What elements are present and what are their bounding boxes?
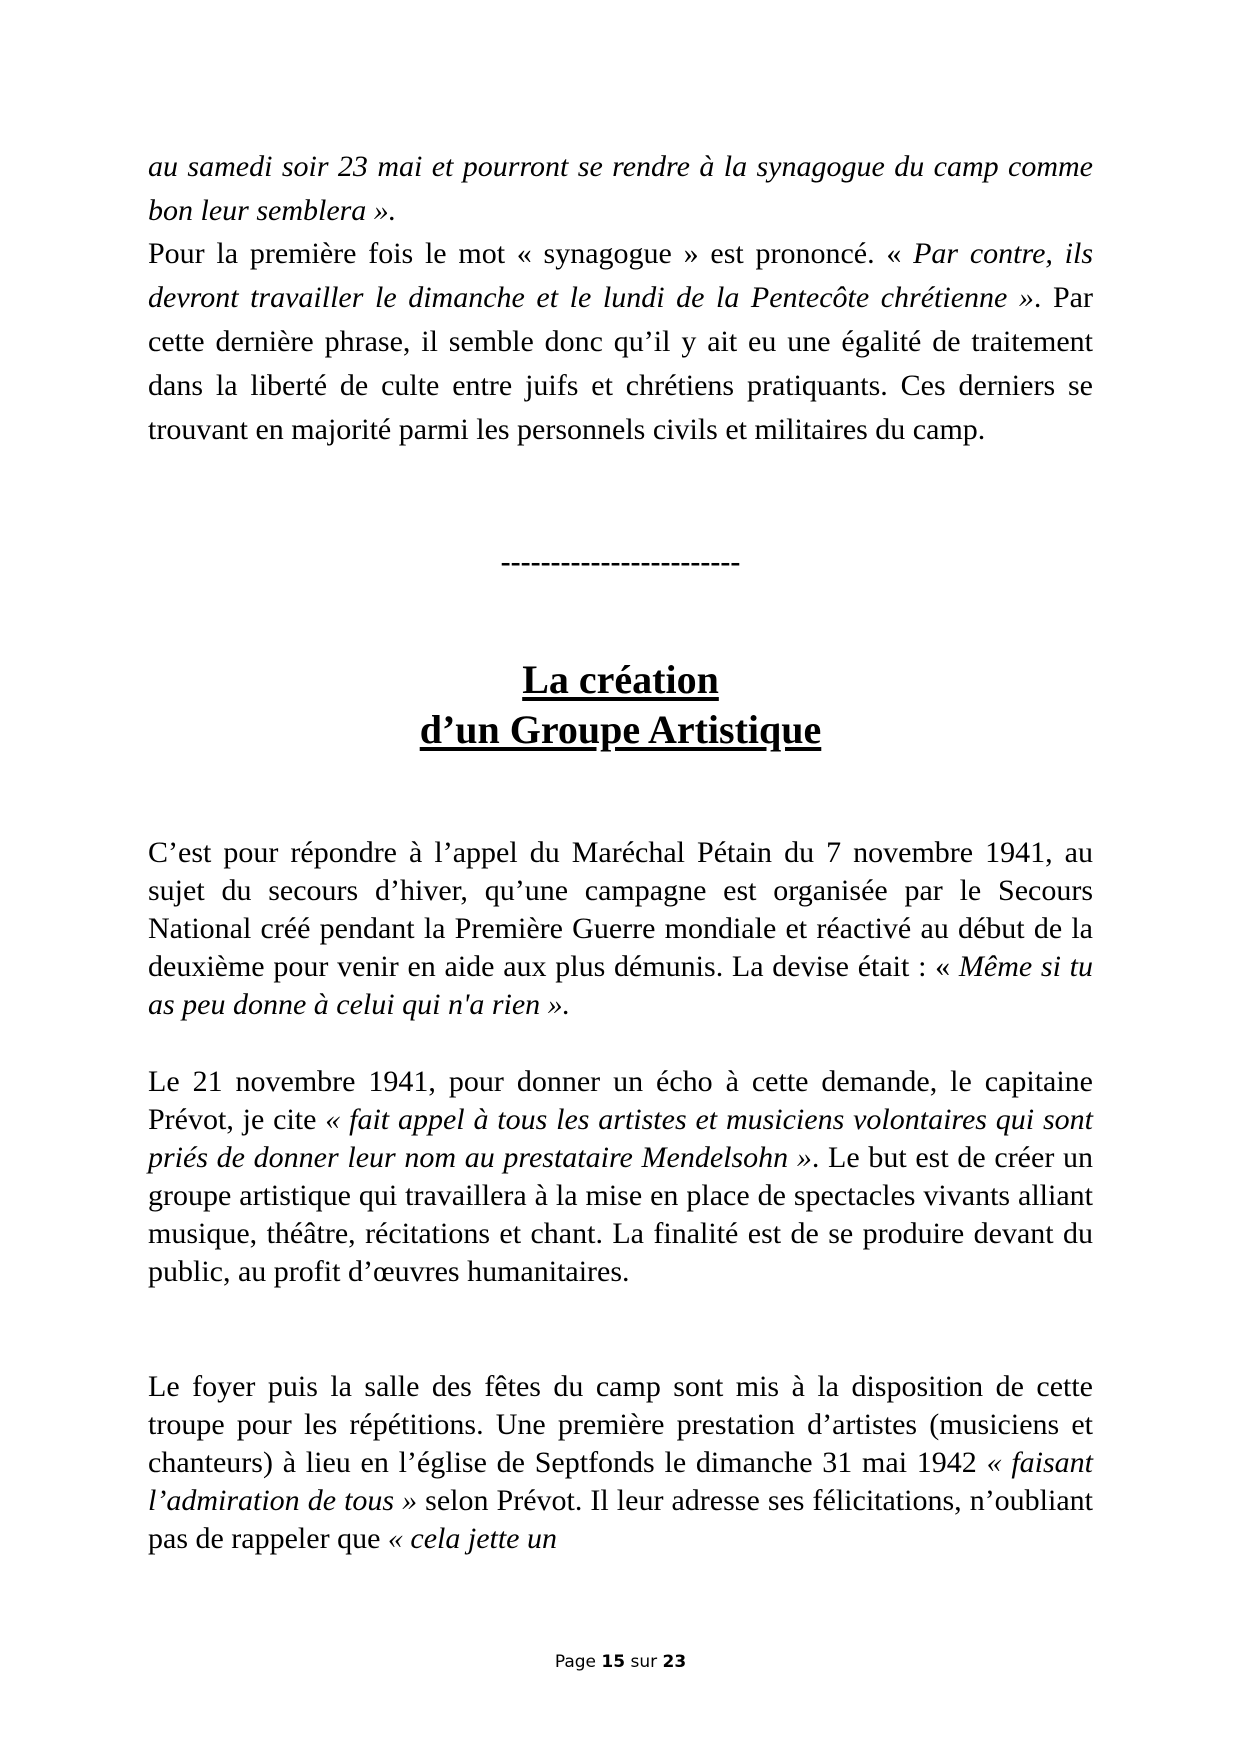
paragraph-prevot-text-2: . Le but est de créer un groupe artistique qui travaillera à la mise en place de spectacles vivants alliant musique, théâtre, récitations et chant. La finalité est de se produire devant du public, au profit d’œuvres humanitaires. bbox=[148, 1141, 1093, 1288]
paragraph-intro bbox=[148, 145, 1093, 233]
paragraph-synagogue-text-2: . Par cette dernière phrase, il semble donc qu’il y ait eu une égalité de traitement dans la liberté de culte entre juifs et chrétiens pratiquants. Ces derniers se trouvant en majorité parmi les personnels civils et militaires du camp. bbox=[148, 281, 1093, 446]
paragraph-synagogue bbox=[148, 232, 1093, 452]
paragraph-synagogue-quote: Par contre, ils devront travailler le dimanche et le lundi de la Pentecôte chrétienne » bbox=[148, 237, 1093, 314]
section-separator: ------------------------ bbox=[500, 545, 741, 578]
paragraph-foyer-text-2: selon Prévot. Il leur adresse ses félicitations, n’oubliant pas de rappeler que bbox=[148, 1484, 1094, 1555]
paragraph-prevot-quote: « fait appel à tous les artistes et musiciens volontaires qui sont priés de donner leur nom au prestataire Mendelsohn » bbox=[148, 1103, 1093, 1174]
paragraph-intro-text: au samedi soir 23 mai et pourront se rendre à la synagogue du camp comme bon leur semblera ». bbox=[148, 150, 1093, 227]
paragraph-foyer-text-1: Le foyer puis la salle des fêtes du camp sont mis à la disposition de cette troupe pour les répétitions. Une première prestation d’artistes (musiciens et chanteurs) à lieu en l’église de Septfonds le dimanche 31 mai 1942 bbox=[148, 1370, 1093, 1479]
section-heading-line-1: La création bbox=[522, 657, 719, 702]
footer-middle: sur bbox=[625, 1652, 663, 1672]
paragraph-petain bbox=[148, 834, 1093, 1024]
section-heading bbox=[0, 655, 1241, 755]
section-heading-line-2: d’un Groupe Artistique bbox=[419, 707, 822, 752]
footer-prefix: Page bbox=[554, 1652, 602, 1672]
paragraph-petain-motto: Même si tu as peu donne à celui qui n'a rien ». bbox=[148, 950, 1094, 1021]
paragraph-prevot bbox=[148, 1063, 1093, 1291]
paragraph-foyer-quote-2: « cela jette un bbox=[387, 1522, 557, 1555]
paragraph-foyer-quote-1: « faisant l’admiration de tous » bbox=[148, 1446, 1094, 1517]
footer-total-pages: 23 bbox=[662, 1652, 687, 1672]
footer-current-page: 15 bbox=[601, 1652, 626, 1672]
page-footer bbox=[0, 1652, 1241, 1672]
paragraph-synagogue-text-1: Pour la première fois le mot « synagogue » est prononcé. « bbox=[148, 237, 914, 270]
paragraph-foyer bbox=[148, 1368, 1093, 1558]
paragraph-prevot-text-1: Le 21 novembre 1941, pour donner un écho à cette demande, le capitaine Prévot, je cite bbox=[148, 1065, 1093, 1136]
paragraph-petain-text: C’est pour répondre à l’appel du Maréchal Pétain du 7 novembre 1941, au sujet du secours d’hiver, qu’une campagne est organisée par le Secours National créé pendant la Première Guerre mondiale et réactivé au début de la deuxième pour venir en aide aux plus démunis. La devise était : « bbox=[148, 836, 1093, 983]
